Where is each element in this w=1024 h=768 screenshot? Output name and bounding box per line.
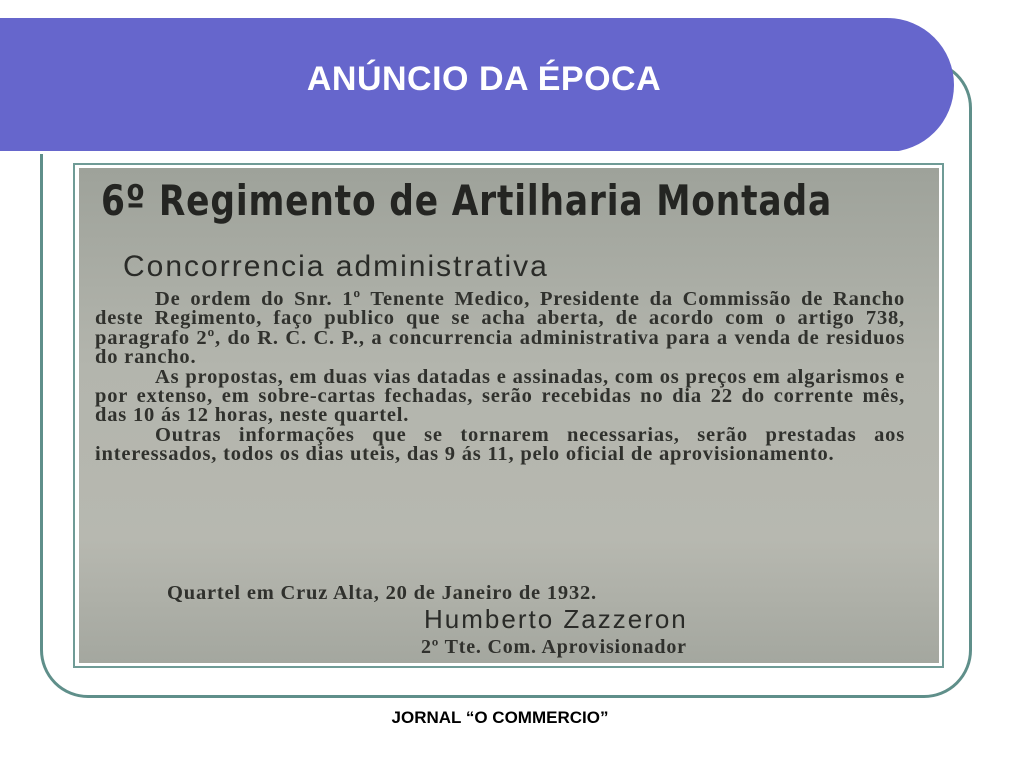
newspaper-clipping (79, 168, 939, 663)
clipping-paragraph: Outras informações que se tornarem necessarias, serão prestadas aos interessados, todos os dias uteis, das 9 ás 11, pelo oficial de aprovisionamento. (95, 423, 905, 466)
clipping-signer-role: 2º Tte. Com. Aprovisionador (421, 636, 687, 658)
banner-underline (0, 151, 905, 154)
clipping-dateline: Quartel em Cruz Alta, 20 de Janeiro de 1932. (167, 582, 597, 604)
clipping-paragraph: As propostas, em duas vias datadas e assinadas, com os preços em algarismos e por extenso, em sobre-cartas fechadas, serão recebidas no dia 22 do corrente mês, das 10 ás 12 horas, neste quartel. (95, 365, 905, 427)
clipping-body (95, 290, 905, 465)
slide-title: ANÚNCIO DA ÉPOCA (306, 60, 662, 98)
source-caption: JORNAL “O COMMERCIO” (391, 708, 609, 727)
clipping-signer: Humberto Zazzeron (424, 604, 688, 634)
clipping-subheadline: Concorrencia administrativa (123, 250, 549, 283)
clipping-paragraph: De ordem do Snr. 1º Tenente Medico, Presidente da Commissão de Rancho deste Regimento, faço publico que se acha aberta, de acordo com o artigo 738, paragrafo 2º, do R. C. C. P., a concurrencia administrativa para a venda de residuos do rancho. (95, 288, 905, 369)
clipping-headline: 6º Regimento de Artilharia Montada (101, 176, 833, 225)
